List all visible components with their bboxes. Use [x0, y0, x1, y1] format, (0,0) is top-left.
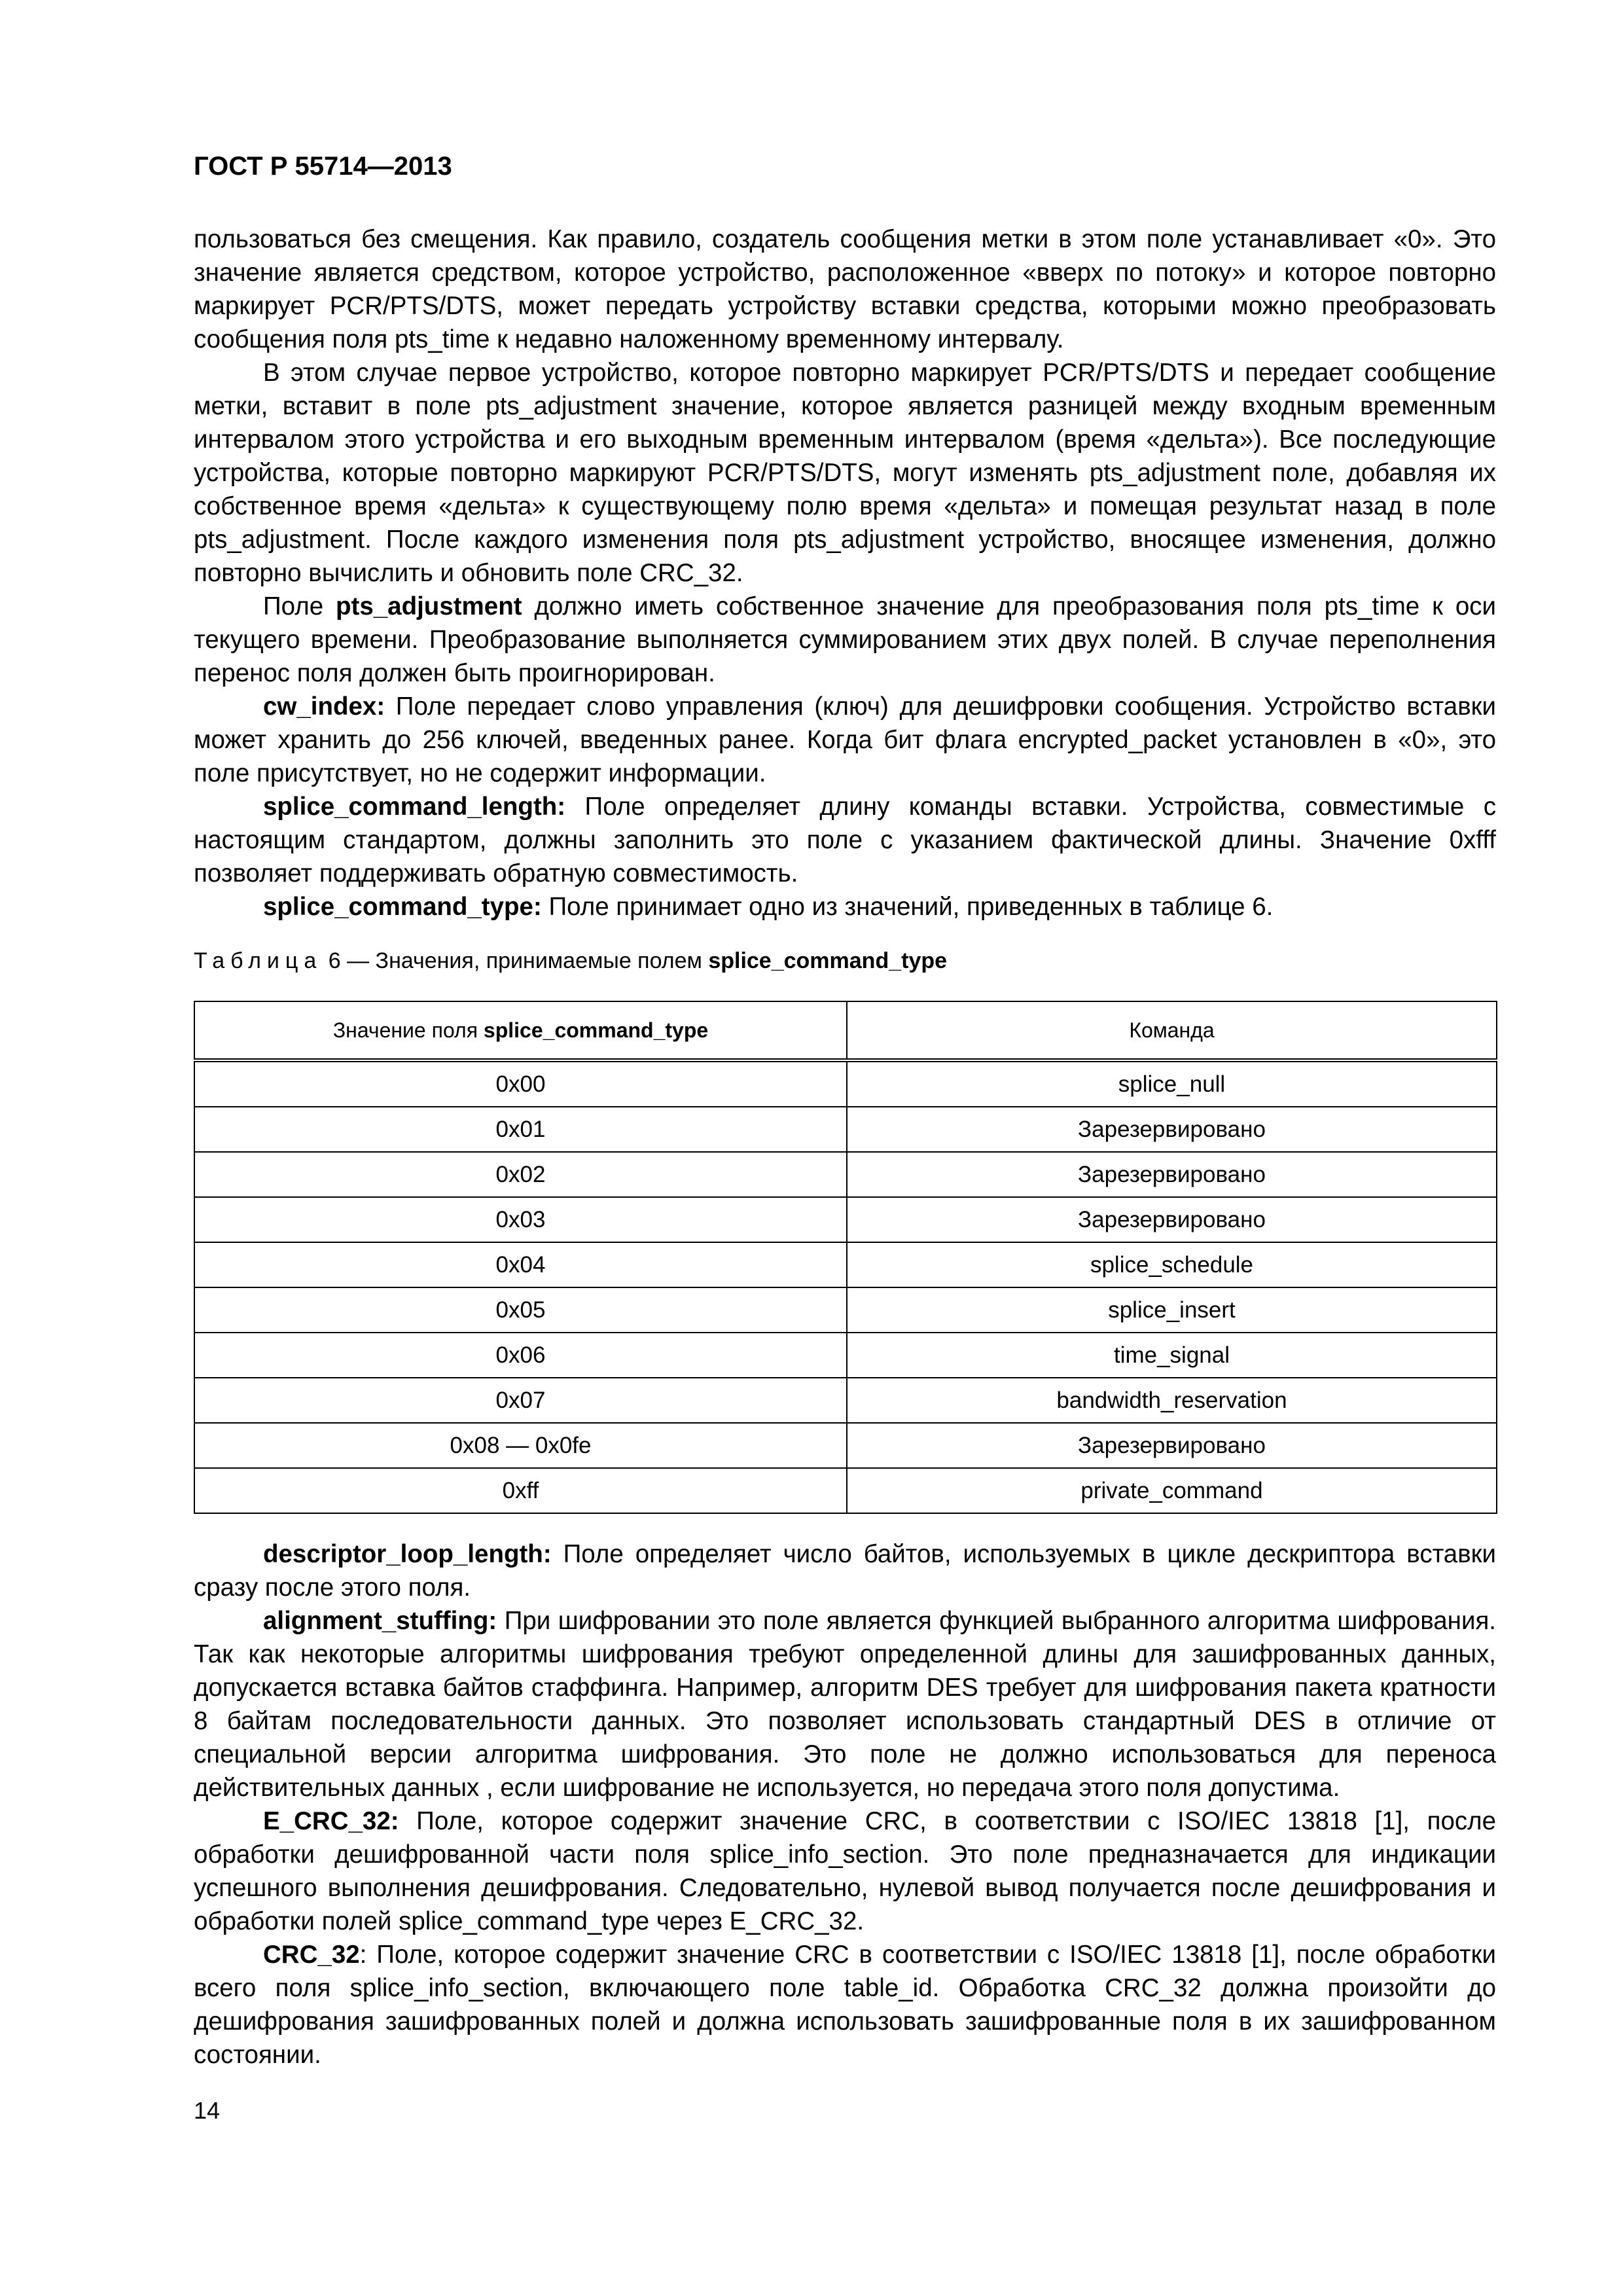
- paragraph-pts-adjustment-usage: В этом случае первое устройство, которое повторно маркирует PCR/PTS/DTS и передает сообщение метки, вставит в поле pts_adjustment значение, которое является разницей между входным временным интервалом этого устройства и его выходным временным интервалом (время «дельта»). Все последующие устройства, которые повторно маркируют PCR/PTS/DTS, могут изменять pts_adjustment поле, добавляя их собственное время «дельта» к существующему полю время «дельта» и помещая результат назад в поле pts_adjustment. После каждого изменения поля pts_adjustment устройство, вносящее изменения, должно повторно вычислить и обновить поле CRC_32.: [194, 359, 1496, 587]
- field-term: splice_command_length:: [263, 793, 566, 821]
- table-cell-command: splice_insert: [847, 1287, 1497, 1333]
- paragraph-splice-command-length: [194, 790, 1496, 890]
- table-cell-command: private_command: [847, 1468, 1497, 1513]
- table-row: [194, 1242, 1497, 1287]
- table-cell-value: 0x06: [194, 1333, 847, 1378]
- table-row: [194, 1287, 1497, 1333]
- table-cell-value: 0x07: [194, 1378, 847, 1423]
- table-header-value: [194, 1001, 847, 1060]
- table-row: [194, 1333, 1497, 1378]
- paragraph-pts-adjustment: [194, 590, 1496, 690]
- splice-command-type-table: [194, 1001, 1497, 1514]
- table-cell-value: 0x08 — 0x0fe: [194, 1423, 847, 1468]
- paragraph-text: Поле принимает одно из значений, приведенных в таблице 6.: [541, 893, 1274, 921]
- table-row: [194, 1107, 1497, 1152]
- paragraph-splice-command-type: [194, 890, 1496, 924]
- paragraph-descriptor-loop-length: [194, 1537, 1496, 1604]
- field-term: pts_adjustment: [336, 592, 522, 620]
- table-cell-command: bandwidth_reservation: [847, 1378, 1497, 1423]
- paragraph-text: Поле определяет число байтов, используемых в цикле дескриптора вставки сразу после этого поля.: [194, 1540, 1496, 1602]
- table-caption-text: 6 — Значения, принимаемые полем: [322, 948, 709, 973]
- field-term: splice_command_type:: [263, 893, 542, 921]
- table-cell-value: 0x03: [194, 1197, 847, 1242]
- paragraph-continuation: пользоваться без смещения. Как правило, создатель сообщения метки в этом поле устанавливает «0». Это значение является средством, которое устройство, расположенное «вверх по потоку» и которое повторно маркирует PCR/PTS/DTS, может передать устройству вставки средства, которыми можно преобразовать сообщения поля pts_time к недавно наложенному временному интервалу.: [194, 225, 1496, 353]
- paragraph-text: должно иметь собственное значение для преобразования поля pts_time к оси текущего времени. Преобразование выполняется суммированием этих двух полей. В случае переполнения перенос поля должен быть проигнорирован.: [194, 592, 1496, 687]
- paragraph-text: : Поле, которое содержит значение CRC в соответствии с ISO/IEC 13818 [1], после обработки всего поля splice_info_section, включающего поле table_id. Обработка CRC_32 должна произойти до дешифрования зашифрованных полей и должна использовать зашифрованные поля в их зашифрованном состоянии.: [194, 1941, 1496, 2069]
- field-term: alignment_stuffing:: [263, 1607, 497, 1635]
- paragraph-e-crc-32: [194, 1804, 1496, 1938]
- field-term: cw_index:: [263, 692, 385, 721]
- table-cell-value: 0x04: [194, 1242, 847, 1287]
- table-cell-command: splice_null: [847, 1060, 1497, 1107]
- paragraph-cw-index: [194, 690, 1496, 790]
- table-cell-value: 0x00: [194, 1060, 847, 1107]
- table-cell-command: time_signal: [847, 1333, 1497, 1378]
- field-term: CRC_32: [263, 1941, 360, 1969]
- table-cell-command: splice_schedule: [847, 1242, 1497, 1287]
- page-number: 14: [194, 2097, 221, 2124]
- table-row: [194, 1060, 1497, 1107]
- table-row: [194, 1152, 1497, 1197]
- table-cell-value: 0xff: [194, 1468, 847, 1513]
- document-header: ГОСТ Р 55714—2013: [194, 152, 452, 181]
- table-row: [194, 1197, 1497, 1242]
- table-row: [194, 1423, 1497, 1468]
- paragraph-text: При шифровании это поле является функцией выбранного алгоритма шифрования. Так как некоторые алгоритмы шифрования требуют определенной длины для зашифрованных данных, допускается вставка байтов стаффинга. Например, алгоритм DES требует для шифрования пакета кратности 8 байтам последовательности данных. Это позволяет использовать стандартный DES в отличие от специальной версии алгоритма шифрования. Это поле не должно использоваться для переноса действительных данных , если шифрование не используется, но передача этого поля допустима.: [194, 1607, 1496, 1802]
- table-header-command: Команда: [847, 1001, 1497, 1060]
- table-caption-term: splice_command_type: [708, 948, 948, 973]
- field-term: E_CRC_32:: [263, 1807, 399, 1835]
- table-header-row: [194, 1001, 1497, 1060]
- table-cell-value: 0x02: [194, 1152, 847, 1197]
- table-header-term: splice_command_type: [483, 1018, 709, 1042]
- document-body: [194, 223, 1496, 2072]
- field-term: descriptor_loop_length:: [263, 1540, 552, 1568]
- paragraph-text: Поле, которое содержит значение CRC, в соответствии с ISO/IEC 13818 [1], после обработки дешифрованной части поля splice_info_section. Это поле предназначается для индикации успешного выполнения дешифрования. Следовательно, нулевой вывод получается после дешифрования и обработки полей splice_command_type через E_CRC_32.: [194, 1807, 1496, 1935]
- paragraph-text: Поле: [263, 592, 336, 620]
- table-cell-command: Зарезервировано: [847, 1197, 1497, 1242]
- table-cell-command: Зарезервировано: [847, 1152, 1497, 1197]
- table-caption: [194, 944, 1496, 977]
- paragraph-crc-32: [194, 1938, 1496, 2072]
- table-cell-value: 0x05: [194, 1287, 847, 1333]
- table-cell-command: Зарезервировано: [847, 1423, 1497, 1468]
- table-caption-label: Таблица: [194, 948, 323, 973]
- table-cell-command: Зарезервировано: [847, 1107, 1497, 1152]
- table-row: [194, 1468, 1497, 1513]
- paragraph-text: Поле передает слово управления (ключ) для дешифровки сообщения. Устройство вставки может хранить до 256 ключей, введенных ранее. Когда бит флага encrypted_packet установлен в «0», это поле присутствует, но не содержит информации.: [194, 692, 1496, 787]
- paragraph-text: Поле определяет длину команды вставки. Устройства, совместимые с настоящим стандартом, должны заполнить это поле с указанием фактической длины. Значение 0xfff позволяет поддерживать обратную совместимость.: [194, 793, 1496, 888]
- table-cell-value: 0x01: [194, 1107, 847, 1152]
- paragraph-alignment-stuffing: [194, 1604, 1496, 1804]
- table-header-text: Значение поля: [332, 1018, 484, 1042]
- table-row: [194, 1378, 1497, 1423]
